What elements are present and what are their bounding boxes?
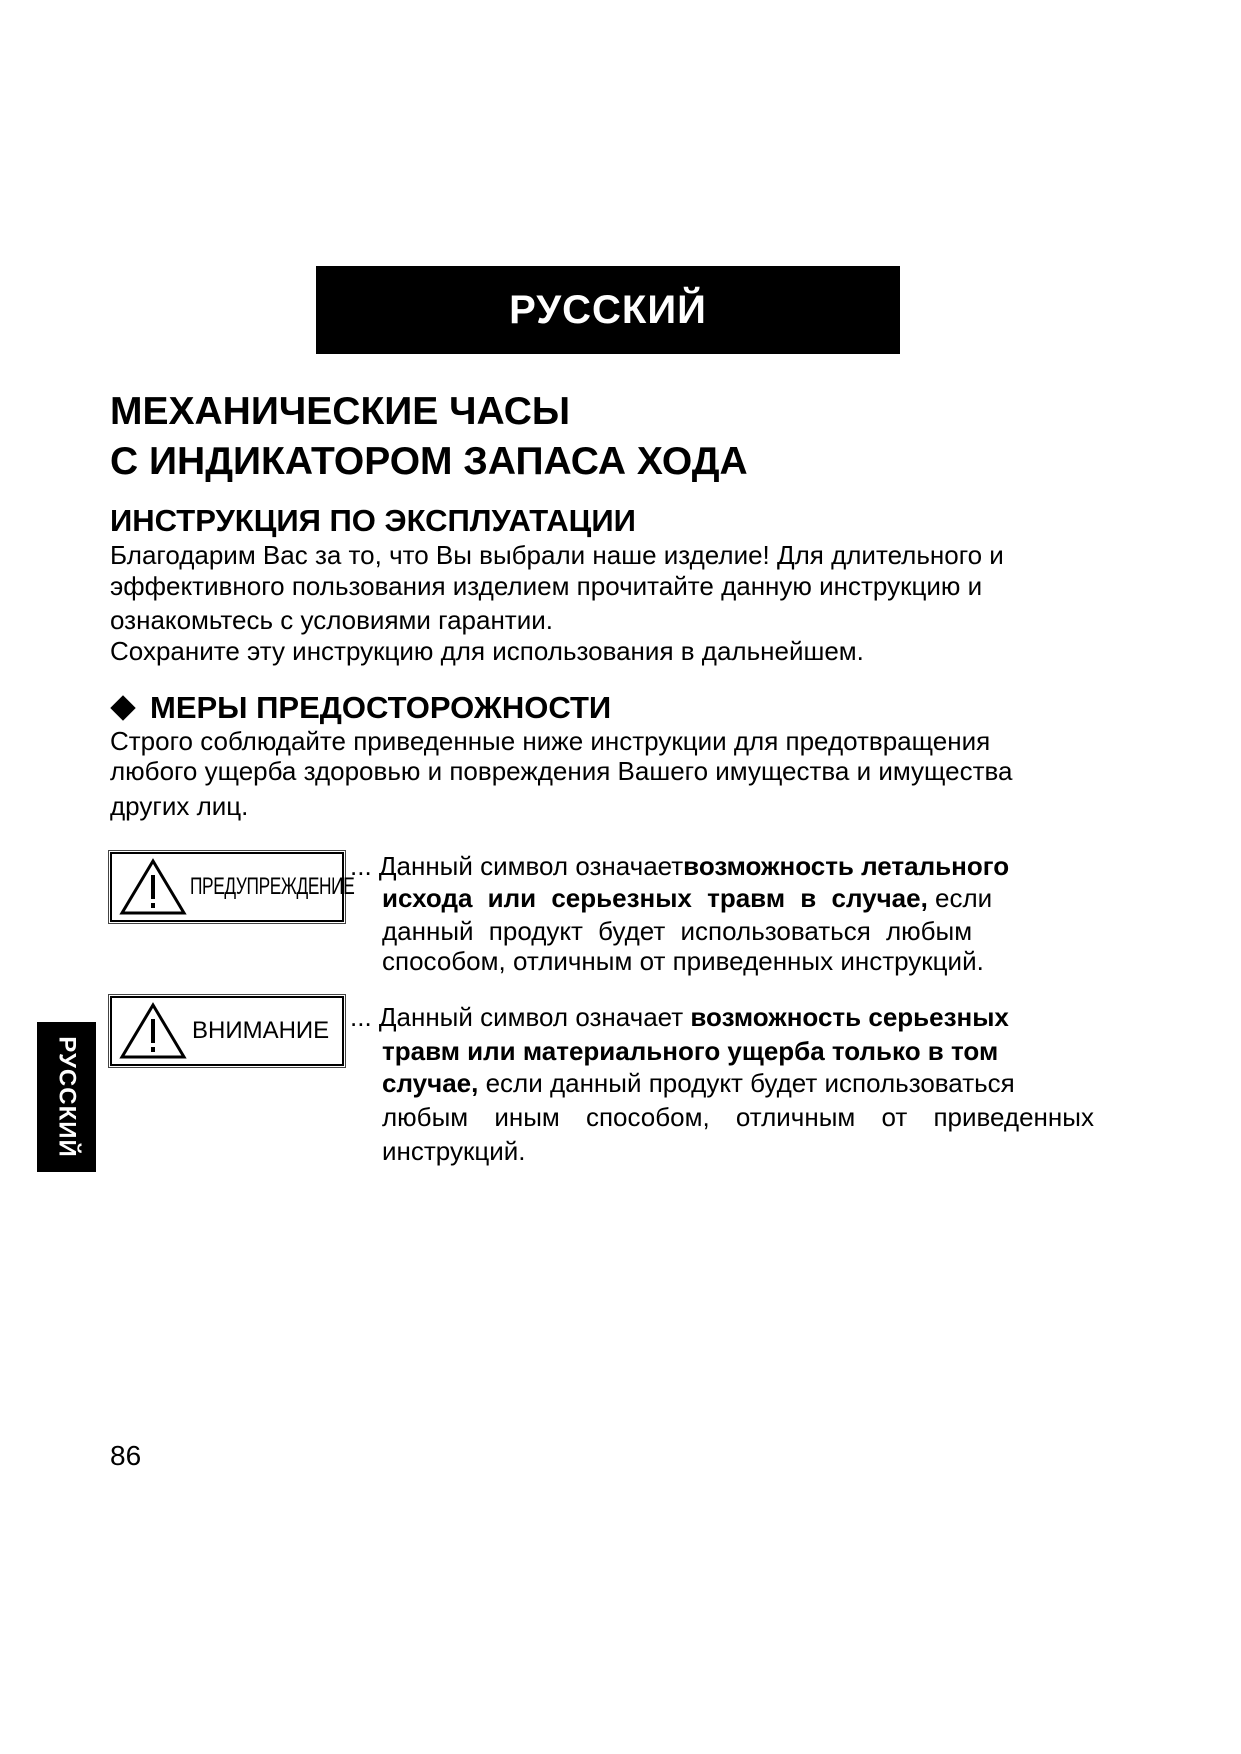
warning-label: ПРЕДУПРЕЖДЕНИЕ: [190, 873, 355, 900]
caution-desc-line-1: [350, 1004, 1009, 1030]
caution-word: отличным: [735, 1102, 856, 1132]
warning-desc-line-3: данный продукт будет использоваться любым: [382, 916, 973, 946]
caution-desc-line-4: [382, 1104, 1094, 1130]
warning-desc-prefix: ... Данный символ означает: [350, 851, 684, 881]
warning-desc-text: если: [927, 883, 993, 913]
caution-triangle-icon: [118, 1001, 188, 1061]
intro-line: Благодарим Вас за то, что Вы выбрали наше изделие! Для длительного и: [110, 540, 1004, 570]
title-line-1: МЕХАНИЧЕСКИЕ ЧАСЫ: [110, 390, 571, 433]
caution-word: от: [881, 1102, 908, 1132]
caution-desc-bold: возможность серьезных: [690, 1002, 1009, 1032]
caution-word: приведенных: [933, 1102, 1094, 1132]
precautions-heading-text: МЕРЫ ПРЕДОСТОРОЖНОСТИ: [150, 690, 612, 725]
title-line-2: С ИНДИКАТОРОМ ЗАПАСА ХОДА: [110, 440, 748, 483]
page-number: 86: [110, 1440, 142, 1471]
caution-desc-line-3: [382, 1070, 1015, 1096]
warning-desc-line-2: [382, 885, 992, 911]
warning-desc-line-1: [350, 853, 1009, 879]
caution-word: способом,: [585, 1102, 710, 1132]
side-language-tab: [37, 1022, 96, 1172]
side-tab-label: РУССКИЙ: [53, 1036, 81, 1158]
caution-word: иным: [494, 1102, 560, 1132]
caution-word: любым: [382, 1102, 469, 1132]
warning-desc-bold: исхода или серьезных травм в случае,: [382, 883, 928, 913]
caution-label: ВНИМАНИЕ: [192, 1017, 330, 1044]
intro-line: ознакомьтесь с условиями гарантии.: [110, 605, 553, 635]
warning-sign: [110, 852, 355, 922]
caution-desc-line-5: инструкций.: [382, 1136, 526, 1166]
precautions-line: других лиц.: [110, 791, 249, 821]
warning-desc-bold: возможность летального: [683, 851, 1010, 881]
diamond-bullet-icon: [110, 695, 135, 720]
precautions-line: Строго соблюдайте приведенные ниже инструкции для предотвращения: [110, 726, 991, 756]
language-banner: РУССКИЙ: [316, 266, 900, 354]
caution-desc-bold: травм или материального ущерба только в том: [382, 1036, 999, 1066]
warning-desc-line-4: способом, отличным от приведенных инструкций.: [382, 946, 984, 976]
precautions-line: любого ущерба здоровью и повреждения Вашего имущества и имущества: [110, 756, 1013, 786]
caution-desc-line-2: [382, 1038, 998, 1064]
subtitle: ИНСТРУКЦИЯ ПО ЭКСПЛУАТАЦИИ: [110, 503, 636, 538]
intro-line: Сохраните эту инструкцию для использования в дальнейшем.: [110, 636, 864, 666]
intro-line: эффективного пользования изделием прочитайте данную инструкцию и: [110, 571, 983, 601]
caution-desc-bold: случае,: [382, 1068, 479, 1098]
warning-triangle-icon: [118, 857, 188, 917]
caution-desc-prefix: ... Данный символ означает: [350, 1002, 691, 1032]
caution-sign: [110, 996, 344, 1066]
caution-desc-text: если данный продукт будет использоваться: [478, 1068, 1015, 1098]
precautions-heading: [110, 690, 611, 726]
